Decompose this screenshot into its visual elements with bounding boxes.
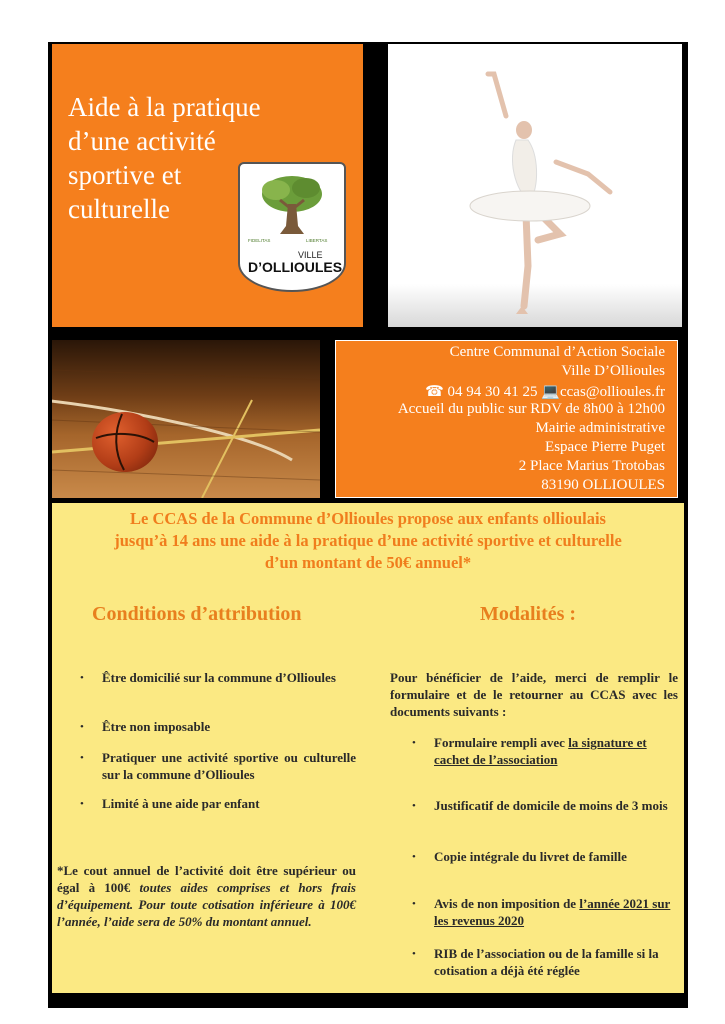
title-line: Aide à la pratique — [68, 92, 261, 122]
bullet-icon: • — [412, 898, 416, 910]
bullet-icon: • — [412, 737, 416, 749]
bullet-icon: • — [80, 721, 84, 733]
contact-org: Centre Communal d’Action Sociale — [449, 344, 665, 360]
contact-address-4: 83190 OLLIOULES — [541, 477, 665, 493]
condition-item: Être domicilié sur la commune d’Ollioules — [102, 670, 336, 685]
modalite-underlined: la signature et cachet de l’association — [434, 735, 647, 767]
basketball-icon — [92, 412, 158, 472]
logo-name: D’OLLIOULES — [248, 259, 343, 275]
modalite-item: Copie intégrale du livret de famille — [434, 849, 627, 864]
bullet-icon: • — [80, 752, 84, 764]
contact-phone[interactable]: 04 94 30 41 25 — [447, 384, 538, 400]
logo-motto-left: FIDELITAS — [248, 238, 271, 243]
contact-address-2: Espace Pierre Puget — [545, 439, 665, 455]
phone-icon: ☎ — [425, 384, 444, 400]
contact-city: Ville D’Ollioules — [561, 363, 665, 379]
contact-email[interactable]: ccas@ollioules.fr — [559, 384, 665, 400]
intro-line: jusqu’à 14 ans une aide à la pratique d’une activité sportive et culturelle — [114, 531, 622, 550]
intro-line: d’un montant de 50€ annuel* — [264, 553, 472, 572]
contact-address-3: 2 Place Marius Trotobas — [518, 458, 665, 474]
contact-box — [335, 340, 678, 498]
computer-icon: 💻 — [541, 384, 560, 400]
logo-ville: VILLE — [298, 250, 323, 260]
modalite-underlined: l’année 2021 sur les revenus 2020 — [434, 896, 671, 928]
conditions-note — [57, 862, 356, 930]
ballerina-photo — [388, 44, 682, 327]
contact-hours: Accueil du public sur RDV de 8h00 à 12h00 — [397, 401, 665, 417]
note-bold: *Le cout annuel de l’activité doit être supérieur ou égal à 100€ — [57, 863, 356, 895]
title-line: culturelle — [68, 194, 170, 224]
olive-tree-icon — [240, 164, 344, 286]
bullet-icon: • — [412, 948, 416, 960]
contact-phone-email — [425, 382, 665, 401]
condition-item: Être non imposable — [102, 719, 211, 734]
modalites-intro: Pour bénéficier de l’aide, merci de remplir le formulaire et de le retourner au CCAS avec les documents suivants : — [390, 670, 678, 719]
title-line: d’une activité — [68, 126, 216, 156]
condition-item: Limité à une aide par enfant — [102, 796, 260, 811]
note-italic: toutes aides comprises et hors frais d’équipement. Pour toute cotisation inférieure à 100€ l’année, l’aide sera de 50% du montant annuel. — [57, 880, 356, 929]
condition-item: Pratiquer une activité sportive ou culturelle sur la commune d’Ollioules — [102, 750, 356, 782]
bullet-icon: • — [412, 800, 416, 812]
modalites-heading: Modalités : — [480, 603, 577, 625]
contact-address-1: Mairie administrative — [535, 420, 665, 436]
modalite-item: Justificatif de domicile de moins de 3 mois — [434, 798, 668, 813]
ollioules-logo — [238, 162, 346, 292]
bullet-icon: • — [412, 851, 416, 863]
bullet-icon: • — [80, 798, 84, 810]
intro-line: Le CCAS de la Commune d’Ollioules propose aux enfants ollioulais — [130, 509, 606, 528]
bullet-icon: • — [80, 672, 84, 684]
modalite-text: Formulaire rempli avec — [434, 735, 569, 750]
modalite-text: Avis de non imposition de — [434, 896, 580, 911]
modalite-item: RIB de l’association ou de la famille si la cotisation a déjà été réglée — [434, 946, 659, 978]
conditions-heading: Conditions d’attribution — [92, 603, 302, 625]
logo-motto-right: LIBERTAS — [306, 238, 328, 243]
modalite-item — [434, 734, 678, 768]
title-line: sportive et — [68, 160, 182, 190]
modalite-item — [434, 895, 678, 929]
